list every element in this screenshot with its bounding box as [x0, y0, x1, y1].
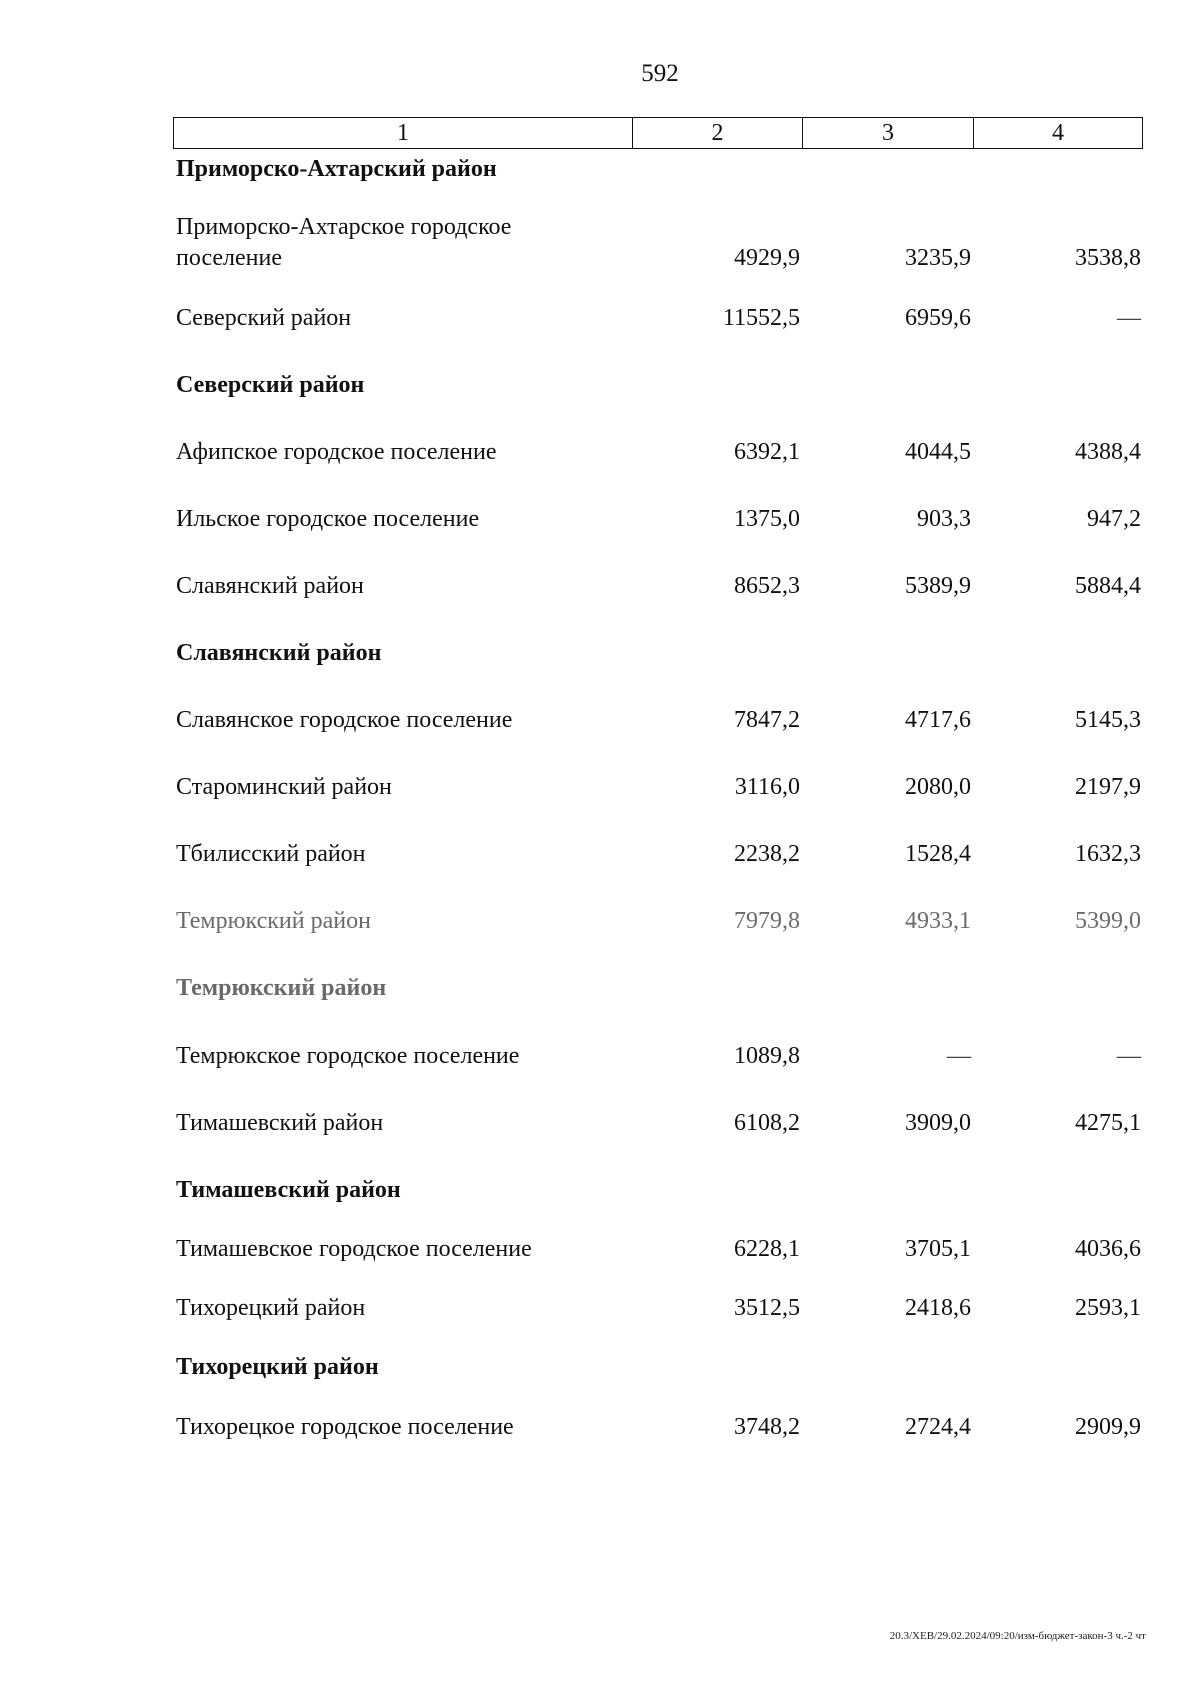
district-name: Славянский район: [176, 640, 382, 666]
value-column-2: 8652,3: [734, 573, 800, 599]
value-column-2: 4929,9: [734, 245, 800, 271]
value-column-2: 6108,2: [734, 1110, 800, 1136]
value-column-3: —: [947, 1043, 971, 1069]
district-name: Тихорецкий район: [176, 1354, 379, 1380]
value-column-4: —: [1117, 1043, 1141, 1069]
document-footer: 20.3/ХЕВ/29.02.2024/09:20/изм-бюджет-закон-3 ч.-2 чт: [889, 1630, 1146, 1642]
value-column-3: 3705,1: [905, 1236, 971, 1262]
table-header: [173, 117, 1143, 149]
page-number: 592: [641, 60, 679, 87]
municipality-name: Тбилисский район: [176, 841, 366, 867]
district-name: Темрюкский район: [176, 975, 387, 1001]
value-column-2: 11552,5: [722, 305, 800, 331]
municipality-name: Тимашевский район: [176, 1110, 384, 1136]
value-column-4: 3538,8: [1075, 245, 1141, 271]
column-header-3: 3: [802, 118, 973, 148]
value-column-4: 5399,0: [1075, 908, 1141, 934]
value-column-2: 2238,2: [734, 841, 800, 867]
value-column-3: 6959,6: [905, 305, 971, 331]
municipality-name: Тихорецкое городское поселение: [176, 1414, 514, 1440]
column-header-4: 4: [973, 118, 1142, 148]
value-column-2: 1375,0: [734, 506, 800, 532]
value-column-3: 2418,6: [905, 1295, 971, 1321]
value-column-4: —: [1117, 305, 1141, 331]
column-header-1: 1: [397, 120, 409, 146]
value-column-4: 4275,1: [1075, 1110, 1141, 1136]
value-column-3: 1528,4: [905, 841, 971, 867]
value-column-3: 4933,1: [905, 908, 971, 934]
value-column-4: 2593,1: [1075, 1295, 1141, 1321]
value-column-4: 5884,4: [1075, 573, 1141, 599]
value-column-2: 3748,2: [734, 1414, 800, 1440]
value-column-3: 3235,9: [905, 245, 971, 271]
municipality-name: Ильское городское поселение: [176, 506, 480, 532]
district-name: Приморско-Ахтарский район: [176, 156, 497, 182]
value-column-4: 1632,3: [1075, 841, 1141, 867]
value-column-3: 2724,4: [905, 1414, 971, 1440]
column-header-2: 2: [632, 118, 802, 148]
value-column-4: 2197,9: [1075, 774, 1141, 800]
municipality-name: Темрюкский район: [176, 908, 371, 934]
municipality-name: Тихорецкий район: [176, 1295, 366, 1321]
value-column-3: 4717,6: [905, 707, 971, 733]
value-column-3: 2080,0: [905, 774, 971, 800]
value-column-3: 4044,5: [905, 439, 971, 465]
municipality-name: Славянский район: [176, 573, 364, 599]
municipality-name: Афипское городское поселение: [176, 439, 497, 465]
municipality-name: Славянское городское поселение: [176, 707, 513, 733]
value-column-2: 1089,8: [734, 1043, 800, 1069]
value-column-4: 947,2: [1087, 506, 1141, 532]
value-column-2: 7847,2: [734, 707, 800, 733]
value-column-4: 4036,6: [1075, 1236, 1141, 1262]
value-column-2: 6228,1: [734, 1236, 800, 1262]
municipality-name: Тимашевское городское поселение: [176, 1236, 532, 1262]
value-column-4: 4388,4: [1075, 439, 1141, 465]
value-column-2: 7979,8: [734, 908, 800, 934]
value-column-3: 3909,0: [905, 1110, 971, 1136]
municipality-name: Темрюкское городское поселение: [176, 1043, 520, 1069]
municipality-name: Староминский район: [176, 774, 392, 800]
municipality-name: Приморско-Ахтарское городское поселение: [176, 214, 512, 271]
value-column-2: 3512,5: [734, 1295, 800, 1321]
district-name: Северский район: [176, 372, 365, 398]
value-column-2: 3116,0: [734, 774, 800, 800]
district-name: Тимашевский район: [176, 1177, 401, 1203]
value-column-3: 5389,9: [905, 573, 971, 599]
value-column-2: 6392,1: [734, 439, 800, 465]
value-column-4: 5145,3: [1075, 707, 1141, 733]
value-column-4: 2909,9: [1075, 1414, 1141, 1440]
value-column-3: 903,3: [917, 506, 971, 532]
municipality-name: Северский район: [176, 305, 352, 331]
